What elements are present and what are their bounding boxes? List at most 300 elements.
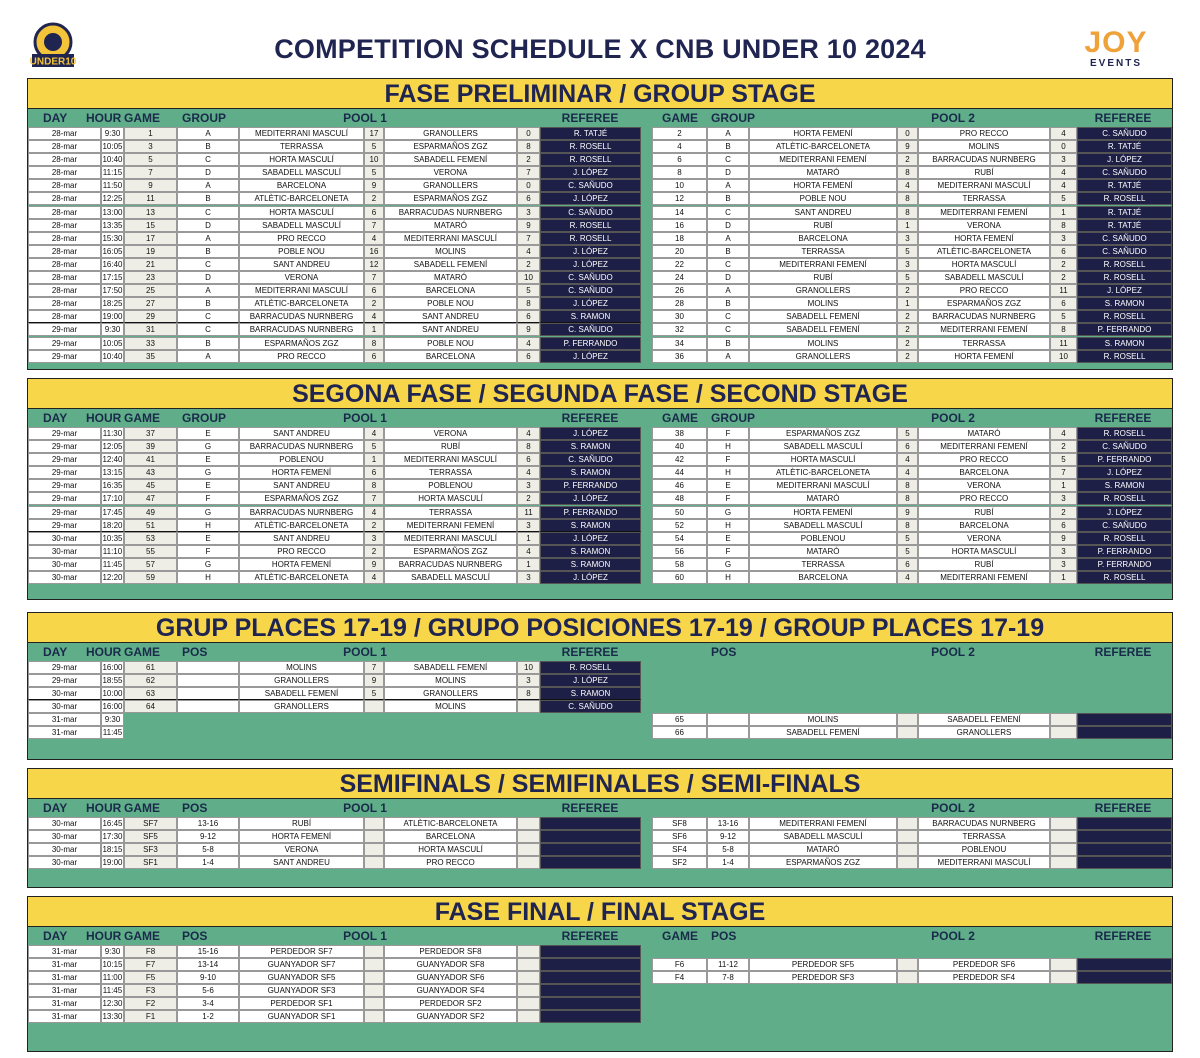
table-cell [1050,856,1077,869]
table-cell: HORTA FEMENÍ [918,350,1050,363]
table-cell: POBLENOU [918,843,1050,856]
table-cell: 10:15 [102,960,123,970]
table-cell: J. LÓPEZ [540,532,641,545]
table-cell [364,1010,384,1023]
table-cell: 30-mar [28,817,101,830]
table-cell: 31 [124,323,177,336]
table-cell: S. RAMON [540,440,641,453]
table-cell: 9-12 [177,830,239,843]
table-cell [364,997,384,1010]
table-cell: ESPARMAÑOS ZGZ [384,192,517,205]
table-cell: SANT ANDREU [239,532,364,545]
table-cell: 38 [652,427,707,440]
table-cell [1077,971,1172,984]
table-row [28,466,1172,479]
table-cell: ATLÈTIC-BARCELONETA [239,192,364,205]
table-cell: 8 [652,166,707,179]
table-cell: MOLINS [384,245,517,258]
table-cell: GUANYADOR SF8 [384,958,517,971]
table-cell: 8 [1050,323,1077,336]
table-header [28,409,1172,427]
table-cell: 1 [517,558,540,571]
table-cell: GUANYADOR SF7 [239,958,364,971]
table-cell: 28-mar [28,166,101,179]
table-cell: PRO RECCO [918,492,1050,505]
table-cell [897,713,918,726]
header-group: POS [182,801,208,815]
table-cell: 30-mar [28,830,101,843]
table-cell: 12 [364,258,384,271]
table-cell: HORTA MASCULÍ [918,258,1050,271]
table-cell [897,830,918,843]
table-cell: SABADELL MASCULÍ [749,440,897,453]
table-cell: RUBÍ [749,271,897,284]
table-cell: J. LÓPEZ [540,427,641,440]
table-cell: 28-mar [28,192,101,205]
table-cell: 8 [897,492,918,505]
table-cell: C [177,153,239,166]
table-cell: 28-mar [28,127,101,140]
table-cell: 8 [1050,219,1077,232]
table-body [28,817,1172,869]
table-cell: MEDITERRANI MASCULÍ [918,856,1050,869]
table-cell: 13 [124,206,177,219]
table-cell: C [177,310,239,323]
table-cell: MEDITERRANI FEMENÍ [749,258,897,271]
table-cell: 23 [124,271,177,284]
table-cell: 64 [124,700,177,713]
table-cell: 32 [652,323,707,336]
table-cell: 18:55 [102,676,123,686]
table-row [28,830,1172,843]
header-referee2: REFEREE [1094,645,1152,659]
table-cell: SABADELL FEMENÍ [239,687,364,700]
table-cell: SABADELL MASCULÍ [384,571,517,584]
table-cell [517,1010,540,1023]
table-row [28,284,1172,297]
table-body [28,427,1172,584]
table-cell: 29-mar [28,350,101,363]
table-cell: 26 [652,284,707,297]
table-cell: HORTA MASCULÍ [239,206,364,219]
table-cell: 9:30 [101,323,124,336]
table-cell: VERONA [918,479,1050,492]
table-cell: TERRASSA [384,466,517,479]
table-cell: B [707,245,749,258]
table-cell [517,843,540,856]
table-cell: B [707,192,749,205]
header-pool1: POOL 1 [343,645,387,659]
logo-text: UNDER10 [29,56,77,68]
table-cell: J. LÓPEZ [1077,506,1172,519]
table-cell: GUANYADOR SF6 [384,971,517,984]
table-cell: R. ROSELL [540,232,641,245]
table-cell: S. RAMON [1077,479,1172,492]
table-cell [540,843,641,856]
table-cell: C. SAÑUDO [540,284,641,297]
table-cell: 9-12 [707,830,749,843]
table-cell: MEDITERRANI FEMENÍ [918,440,1050,453]
table-cell: 2 [1050,258,1077,271]
table-cell: 10 [652,179,707,192]
table-row [28,984,1172,997]
table-cell: 29-mar [28,466,101,479]
table-cell: MEDITERRANI FEMENÍ [749,817,897,830]
table-cell: A [177,232,239,245]
table-cell: B [177,245,239,258]
table-cell: 6 [517,350,540,363]
table-cell [1050,958,1077,971]
table-cell: 8 [364,337,384,350]
table-cell: C. SAÑUDO [540,453,641,466]
table-cell: 2 [897,310,918,323]
table-cell: 3 [517,206,540,219]
table-cell: 16:40 [102,259,123,269]
table-cell: 10:05 [102,142,123,152]
table-cell [1050,971,1077,984]
table-cell: 5 [897,532,918,545]
table-cell: P. FERRANDO [540,479,641,492]
table-header [28,109,1172,127]
table-cell: 2 [897,153,918,166]
table-row [28,545,1172,558]
table-cell: 2 [897,350,918,363]
table-cell: H [707,571,749,584]
table-cell: 37 [124,427,177,440]
header-pool1: POOL 1 [343,801,387,815]
table-cell [364,830,384,843]
table-cell: 4 [897,466,918,479]
table-cell: BARRACUDAS NURNBERG [918,310,1050,323]
table-cell: C. SAÑUDO [540,179,641,192]
table-cell: B [177,192,239,205]
table-cell: 10 [517,661,540,674]
table-cell: 10:40 [102,155,123,165]
table-cell: SF1 [124,856,177,869]
table-cell: 17:30 [102,832,123,842]
table-cell: 17:10 [102,494,123,504]
table-cell: S. RAMON [540,310,641,323]
header-group: GROUP [182,111,227,125]
table-cell: 0 [517,179,540,192]
table-cell: 8 [897,519,918,532]
table-cell: 66 [652,726,707,739]
table-cell: ATLÈTIC-BARCELONETA [749,466,897,479]
table-row [28,945,1172,958]
table-cell: 9 [517,323,540,336]
table-cell: 16:45 [102,819,123,828]
table-cell: SABADELL MASCULÍ [239,219,364,232]
table-cell: 11:30 [102,429,123,438]
table-cell: PERDEDOR SF2 [384,997,517,1010]
table-cell: F8 [124,945,177,958]
table-cell: 13-14 [177,958,239,971]
table-cell: 7 [364,661,384,674]
table-cell: B [707,297,749,310]
table-cell: ATLÈTIC-BARCELONETA [918,245,1050,258]
table-cell: P. FERRANDO [1077,558,1172,571]
table-cell: A [707,127,749,140]
table-cell: 2 [1050,440,1077,453]
table-cell: 2 [517,492,540,505]
table-cell: 18:25 [102,299,123,309]
table-cell: C [707,323,749,336]
table-cell: PRO RECCO [918,127,1050,140]
header-pool2: POOL 2 [931,111,975,125]
table-cell [177,687,239,700]
table-header [28,927,1172,945]
header-hour: HOUR [86,801,122,815]
table-cell: MOLINS [384,674,517,687]
table-cell: 29-mar [28,427,101,440]
table-cell: RUBÍ [918,558,1050,571]
table-row [28,687,1172,700]
table-row [28,817,1172,830]
table-cell: 28 [652,297,707,310]
table-cell: 1 [1050,571,1077,584]
table-cell: HORTA FEMENÍ [749,127,897,140]
table-cell: R. TATJÉ [1077,179,1172,192]
table-cell [1050,830,1077,843]
table-cell: 1 [364,323,384,336]
table-cell [1077,856,1172,869]
table-cell: BARCELONA [384,830,517,843]
header-referee2: REFEREE [1094,111,1152,125]
table-cell: GUANYADOR SF2 [384,1010,517,1023]
table-cell: E [177,427,239,440]
page-title: COMPETITION SCHEDULE X CNB UNDER 10 2024 [274,34,926,64]
table-cell: J. LÓPEZ [540,674,641,687]
table-cell: BARRACUDAS NURNBERG [384,206,517,219]
table-row [28,219,1172,232]
table-cell: 2 [364,519,384,532]
table-cell: 12 [652,192,707,205]
table-cell: 3 [517,479,540,492]
table-cell: 48 [652,492,707,505]
header-day: DAY [43,111,68,125]
table-cell: G [177,506,239,519]
table-cell: C. SAÑUDO [1077,127,1172,140]
table-cell [540,958,641,971]
table-cell: 1-2 [177,1010,239,1023]
table-cell: F7 [124,958,177,971]
table-cell: C. SAÑUDO [540,206,641,219]
header-group2: GROUP [711,411,756,425]
table-cell [364,958,384,971]
table-cell: SF4 [652,843,707,856]
table-cell: 15-16 [177,945,239,958]
table-cell: VERONA [918,219,1050,232]
section-group-stage [27,78,1173,370]
table-cell: 6 [364,284,384,297]
table-cell: 10 [1050,350,1077,363]
table-cell: HORTA MASCULÍ [749,453,897,466]
table-cell: MEDITERRANI FEMENÍ [918,571,1050,584]
table-cell: SF7 [124,817,177,830]
table-cell: A [177,284,239,297]
table-cell: HORTA FEMENÍ [239,558,364,571]
table-cell: 34 [652,337,707,350]
table-cell: GRANOLLERS [239,674,364,687]
table-cell: J. LÓPEZ [540,350,641,363]
table-cell: 8 [897,479,918,492]
table-row [28,479,1172,492]
table-cell: MATARÓ [749,545,897,558]
header-group2: GROUP [711,111,756,125]
table-cell: 13:00 [102,207,123,217]
section-title: FASE PRELIMINAR / GROUP STAGE [28,79,1172,109]
table-cell: 33 [124,337,177,350]
table-cell: H [177,519,239,532]
table-cell: MEDITERRANI MASCULÍ [384,232,517,245]
table-cell: 5 [124,153,177,166]
table-cell: C. SAÑUDO [540,700,641,713]
table-cell: MATARÓ [749,843,897,856]
table-cell: 1 [1050,479,1077,492]
header-pool1: POOL 1 [343,111,387,125]
section-title: SEGONA FASE / SEGUNDA FASE / SECOND STAGE [28,379,1172,409]
table-cell: J. LÓPEZ [1077,466,1172,479]
table-cell [364,843,384,856]
table-row [28,713,1172,726]
table-cell: 9 [364,674,384,687]
table-cell: 11 [1050,284,1077,297]
table-cell: GRANOLLERS [384,127,517,140]
table-cell: 58 [652,558,707,571]
table-cell [517,817,540,830]
table-cell: 17 [364,127,384,140]
table-cell: 31-mar [28,713,101,726]
table-cell: 9-10 [177,971,239,984]
table-cell: 18:20 [102,520,123,530]
table-cell: C [707,206,749,219]
table-row [28,558,1172,571]
table-cell: S. RAMON [540,558,641,571]
table-cell: 3 [124,140,177,153]
table-cell: 3 [517,571,540,584]
table-cell: G [707,558,749,571]
header-pool2: POOL 2 [931,645,975,659]
table-cell: C. SAÑUDO [540,323,641,336]
table-cell: GRANOLLERS [749,350,897,363]
table-cell: 9 [897,140,918,153]
table-cell: 30-mar [28,545,101,558]
table-cell: 11:10 [102,546,123,556]
table-cell: ATLÈTIC-BARCELONETA [239,519,364,532]
table-cell: 6 [517,192,540,205]
table-cell: 8 [897,166,918,179]
table-body [28,945,1172,1024]
table-cell: SABADELL MASCULÍ [749,830,897,843]
table-row [28,153,1172,166]
table-cell: BARCELONA [384,350,517,363]
table-cell: 5 [897,245,918,258]
table-cell: R. TATJÉ [1077,140,1172,153]
header-pool2: POOL 2 [931,411,975,425]
table-cell: C. SAÑUDO [1077,245,1172,258]
table-cell: 31-mar [28,1010,101,1023]
table-cell: C. SAÑUDO [1077,440,1172,453]
table-cell: C [707,258,749,271]
table-row [28,440,1172,453]
table-cell: 3 [1050,232,1077,245]
table-cell: MEDITERRANI MASCULÍ [918,179,1050,192]
table-cell: HORTA MASCULÍ [384,492,517,505]
table-cell: 12:40 [102,455,123,465]
table-cell: A [707,284,749,297]
table-cell: 30 [652,310,707,323]
table-cell: 16:00 [102,702,123,712]
table-cell: 17 [124,232,177,245]
table-row [28,192,1172,205]
table-cell: 28-mar [28,153,101,166]
table-cell: 1 [517,532,540,545]
header-group: GROUP [182,411,227,425]
table-cell: 29-mar [28,674,101,687]
table-cell: PRO RECCO [239,350,364,363]
table-row [28,453,1172,466]
table-cell: 4 [897,179,918,192]
table-cell: 1 [364,453,384,466]
table-row [28,297,1172,310]
table-cell: 46 [652,479,707,492]
table-cell: BARCELONA [749,571,897,584]
table-cell: 1-4 [177,856,239,869]
table-cell: VERONA [384,427,517,440]
table-cell: 8 [517,140,540,153]
table-cell: 5 [1050,310,1077,323]
table-cell: 7 [364,271,384,284]
table-cell: 54 [652,532,707,545]
table-cell: R. TATJÉ [1077,206,1172,219]
table-cell: RUBÍ [918,506,1050,519]
table-cell: 50 [652,506,707,519]
header-game: GAME [124,111,160,125]
table-cell [517,700,540,713]
header-hour: HOUR [86,411,122,425]
table-cell: 2 [364,545,384,558]
table-cell: MOLINS [918,140,1050,153]
table-cell: R. ROSELL [1077,571,1172,584]
table-cell: GRANOLLERS [384,687,517,700]
table-cell: E [177,479,239,492]
table-cell: MEDITERRANI MASCULÍ [749,479,897,492]
table-cell: 5 [897,427,918,440]
table-cell: MATARÓ [384,271,517,284]
table-cell: 39 [124,440,177,453]
table-cell: 30-mar [28,571,101,584]
table-cell: 17:15 [102,273,123,283]
table-cell: D [707,219,749,232]
table-cell: MOLINS [749,297,897,310]
header-hour: HOUR [86,111,122,125]
table-cell: 2 [652,127,707,140]
table-cell: TERRASSA [749,245,897,258]
table-row [28,427,1172,440]
section-semifinals [27,768,1173,888]
table-cell: F6 [652,958,707,971]
table-cell: E [707,479,749,492]
table-cell: 28-mar [28,297,101,310]
table-cell: A [177,350,239,363]
table-cell: G [177,440,239,453]
table-cell: ESPARMAÑOS ZGZ [749,856,897,869]
table-cell: RUBÍ [918,166,1050,179]
table-cell: SANT ANDREU [239,479,364,492]
table-cell: SABADELL FEMENÍ [749,323,897,336]
table-cell: 4 [517,466,540,479]
table-cell: 3 [364,532,384,545]
